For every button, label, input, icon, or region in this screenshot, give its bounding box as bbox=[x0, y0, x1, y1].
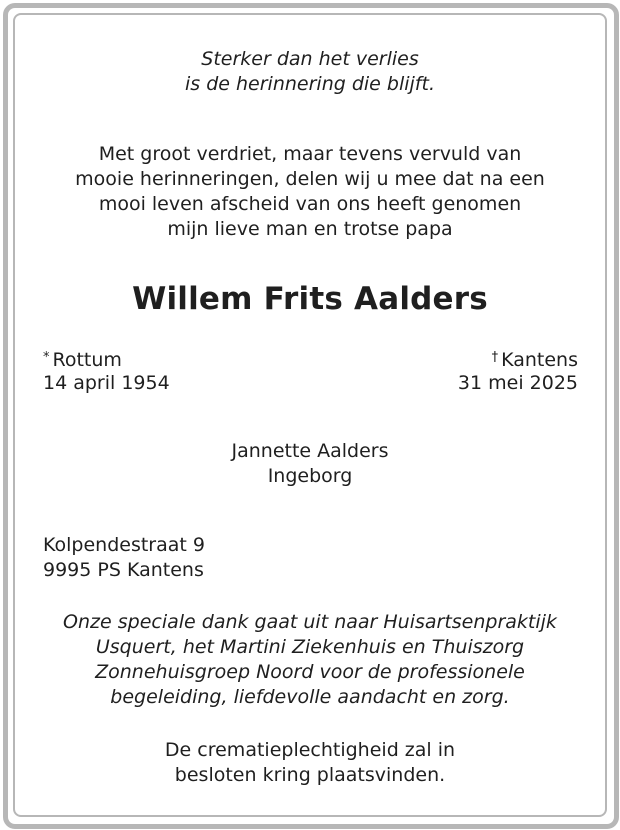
intro-line-1: Met groot verdriet, maar tevens vervuld van bbox=[98, 143, 522, 165]
death-date: 31 mei 2025 bbox=[457, 372, 578, 394]
death-place-line bbox=[492, 346, 578, 372]
death-symbol: † bbox=[491, 350, 499, 365]
address-city: 9995 PS Kantens bbox=[43, 559, 204, 581]
ceremony-line-1: De crematieplechtigheid zal in bbox=[164, 739, 456, 761]
intro-line-3: mooi leven afscheid van ons heeft genomen bbox=[98, 193, 522, 215]
birth-place-line bbox=[43, 346, 122, 372]
intro-line-2: mooie herinneringen, delen wij u mee dat na een bbox=[75, 168, 545, 190]
birth-date: 14 april 1954 bbox=[43, 372, 170, 394]
survivor-name: Jannette Aalders bbox=[231, 440, 389, 462]
deceased-name: Willem Frits Aalders bbox=[132, 281, 488, 317]
ceremony-line-2: besloten kring plaatsvinden. bbox=[174, 764, 446, 786]
birth-symbol: * bbox=[43, 350, 50, 365]
thanks-line-2: Usquert, het Martini Ziekenhuis en Thuiszorg bbox=[95, 636, 525, 658]
birth-place: Rottum bbox=[52, 349, 122, 371]
survivor-name: Ingeborg bbox=[267, 465, 353, 487]
intro-line-4: mijn lieve man en trotse papa bbox=[167, 218, 453, 240]
thanks-line-1: Onze speciale dank gaat uit naar Huisartsenpraktijk bbox=[63, 611, 557, 633]
motto-line-1: Sterker dan het verlies bbox=[201, 48, 419, 70]
death-place: Kantens bbox=[501, 349, 578, 371]
thanks-line-4: begeleiding, liefdevolle aandacht en zorg. bbox=[110, 686, 510, 708]
motto-line-2: is de herinnering die blijft. bbox=[185, 73, 435, 95]
address-street: Kolpendestraat 9 bbox=[43, 534, 205, 556]
thanks-line-3: Zonnehuisgroep Noord voor de professionele bbox=[95, 661, 525, 683]
